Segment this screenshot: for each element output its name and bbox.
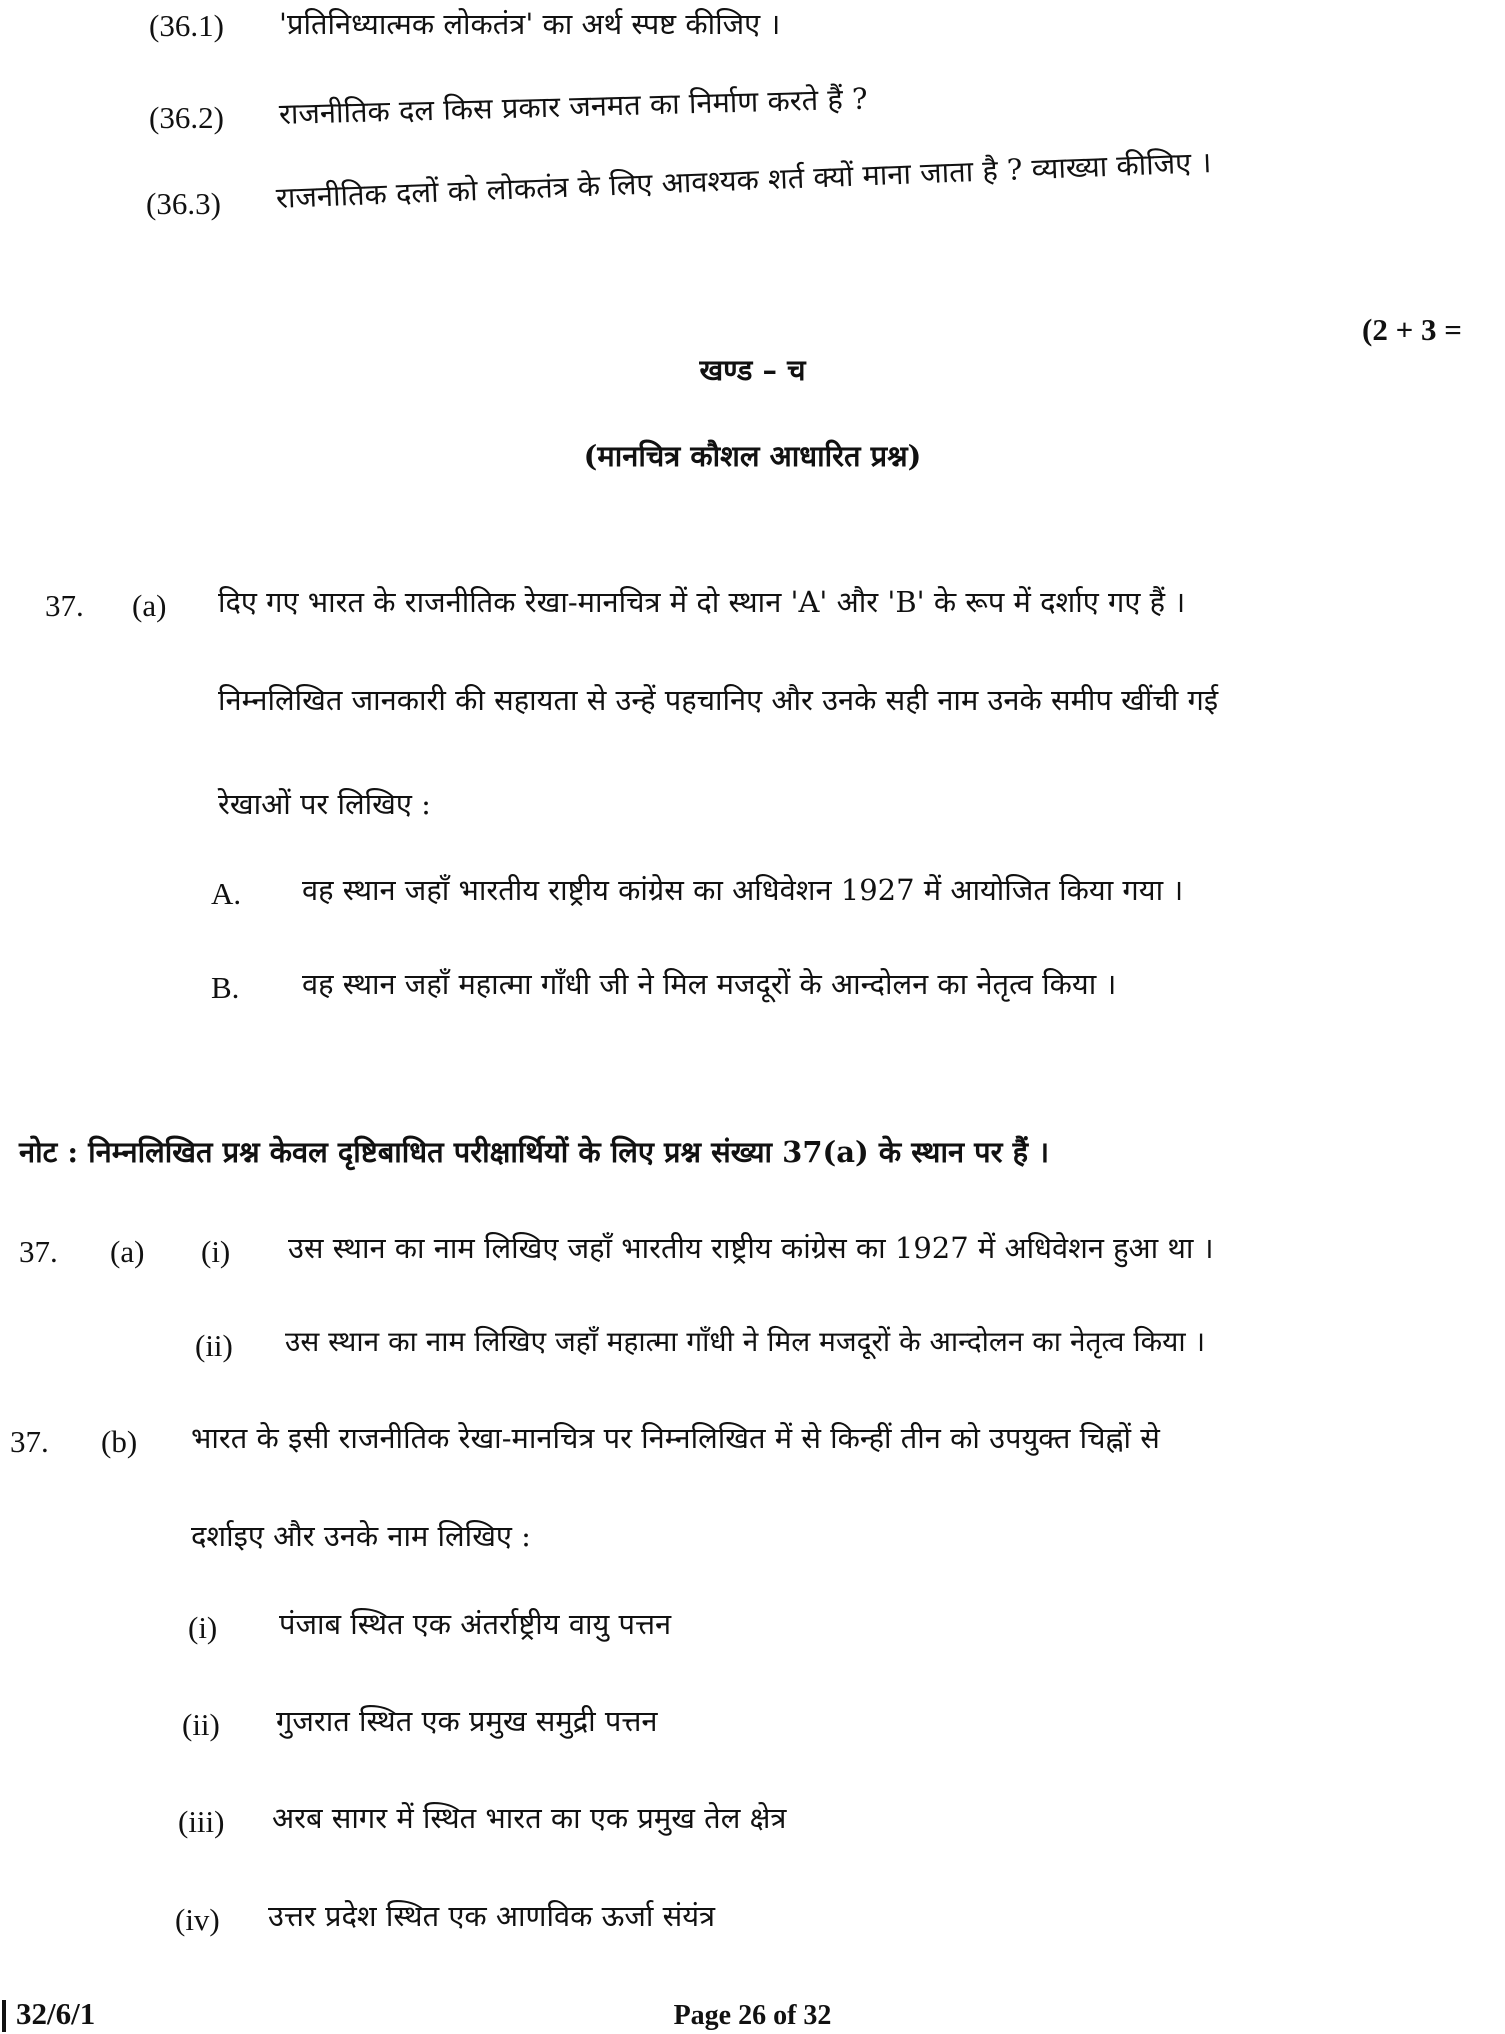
q37a-vi-item-1-text: उस स्थान का नाम लिखिए जहाँ भारतीय राष्ट्रीय कांग्रेस का 1927 में अधिवेशन हुआ था । bbox=[288, 1231, 1214, 1265]
footer-page-number: Page 26 of 32 bbox=[673, 2000, 832, 2031]
q36-1-text: 'प्रतिनिध्यात्मक लोकतंत्र' का अर्थ स्पष्ट कीजिए । bbox=[279, 7, 781, 41]
q37b-part: (b) bbox=[101, 1424, 138, 1459]
q37a-vi-number: 37. bbox=[19, 1234, 58, 1269]
q37b-item-3-text: अरब सागर में स्थित भारत का एक प्रमुख तेल क्षेत्र bbox=[272, 1801, 787, 1835]
q36-2-number: (36.2) bbox=[149, 100, 224, 135]
q37a-item-b-label: B. bbox=[211, 970, 240, 1005]
q37b-item-1-text: पंजाब स्थित एक अंतर्राष्ट्रीय वायु पत्तन bbox=[279, 1607, 672, 1641]
q37b-item-4-text: उत्तर प्रदेश स्थित एक आणविक ऊर्जा संयंत्र bbox=[268, 1899, 716, 1933]
marks-label: (2 + 3 = bbox=[1362, 312, 1462, 347]
q37a-line-2: निम्नलिखित जानकारी की सहायता से उन्हें पहचानिए और उनके सही नाम उनके समीप खींची गई bbox=[218, 683, 1219, 717]
q37a-item-a-text: वह स्थान जहाँ भारतीय राष्ट्रीय कांग्रेस का अधिवेशन 1927 में आयोजित किया गया । bbox=[302, 873, 1184, 907]
q37b-line-2: दर्शाइए और उनके नाम लिखिए : bbox=[191, 1519, 531, 1553]
q37a-number: 37. bbox=[45, 588, 84, 623]
q37b-item-2-text: गुजरात स्थित एक प्रमुख समुद्री पत्तन bbox=[276, 1704, 658, 1738]
section-subtitle: (मानचित्र कौशल आधारित प्रश्न) bbox=[583, 439, 922, 473]
q37b-number: 37. bbox=[10, 1424, 49, 1459]
q37b-item-1-label: (i) bbox=[188, 1610, 218, 1645]
q37b-item-2-label: (ii) bbox=[182, 1707, 220, 1742]
q37a-vi-item-1-label: (i) bbox=[201, 1234, 231, 1269]
note: नोट : निम्नलिखित प्रश्न केवल दृष्टिबाधित परीक्षार्थियों के लिए प्रश्न संख्या 37(a) के स्थान पर हैं । bbox=[19, 1135, 1050, 1169]
section-title: खण्ड – च bbox=[699, 353, 806, 387]
q37a-vi-part: (a) bbox=[110, 1234, 145, 1269]
q37a-line-3: रेखाओं पर लिखिए : bbox=[218, 787, 431, 821]
q37a-vi-item-2-label: (ii) bbox=[195, 1328, 233, 1363]
q36-2-text: राजनीतिक दल किस प्रकार जनमत का निर्माण करते हैं ? bbox=[278, 81, 868, 131]
q37a-part: (a) bbox=[132, 588, 167, 623]
q36-1-number: (36.1) bbox=[149, 8, 224, 43]
q37b-item-3-label: (iii) bbox=[178, 1804, 225, 1839]
q37b-item-4-label: (iv) bbox=[175, 1902, 220, 1937]
footer-paper-code: 32/6/1 bbox=[16, 1996, 96, 2031]
q37a-vi-item-2-text: उस स्थान का नाम लिखिए जहाँ महात्मा गाँधी ने मिल मजदूरों के आन्दोलन का नेतृत्व किया । bbox=[285, 1325, 1206, 1358]
q37a-line-1: दिए गए भारत के राजनीतिक रेखा-मानचित्र में दो स्थान 'A' और 'B' के रूप में दर्शाए गए हैं । bbox=[218, 585, 1186, 619]
q36-3-text: राजनीतिक दलों को लोकतंत्र के लिए आवश्यक शर्त क्यों माना जाता है ? व्याख्या कीजिए । bbox=[275, 145, 1213, 215]
q36-3-number: (36.3) bbox=[146, 186, 221, 221]
q37a-item-b-text: वह स्थान जहाँ महात्मा गाँधी जी ने मिल मजदूरों के आन्दोलन का नेतृत्व किया । bbox=[302, 967, 1117, 1001]
q37b-line-1: भारत के इसी राजनीतिक रेखा-मानचित्र पर निम्नलिखित में से किन्हीं तीन को उपयुक्त चिह्नों से bbox=[191, 1421, 1160, 1455]
q37a-item-a-label: A. bbox=[211, 876, 242, 911]
